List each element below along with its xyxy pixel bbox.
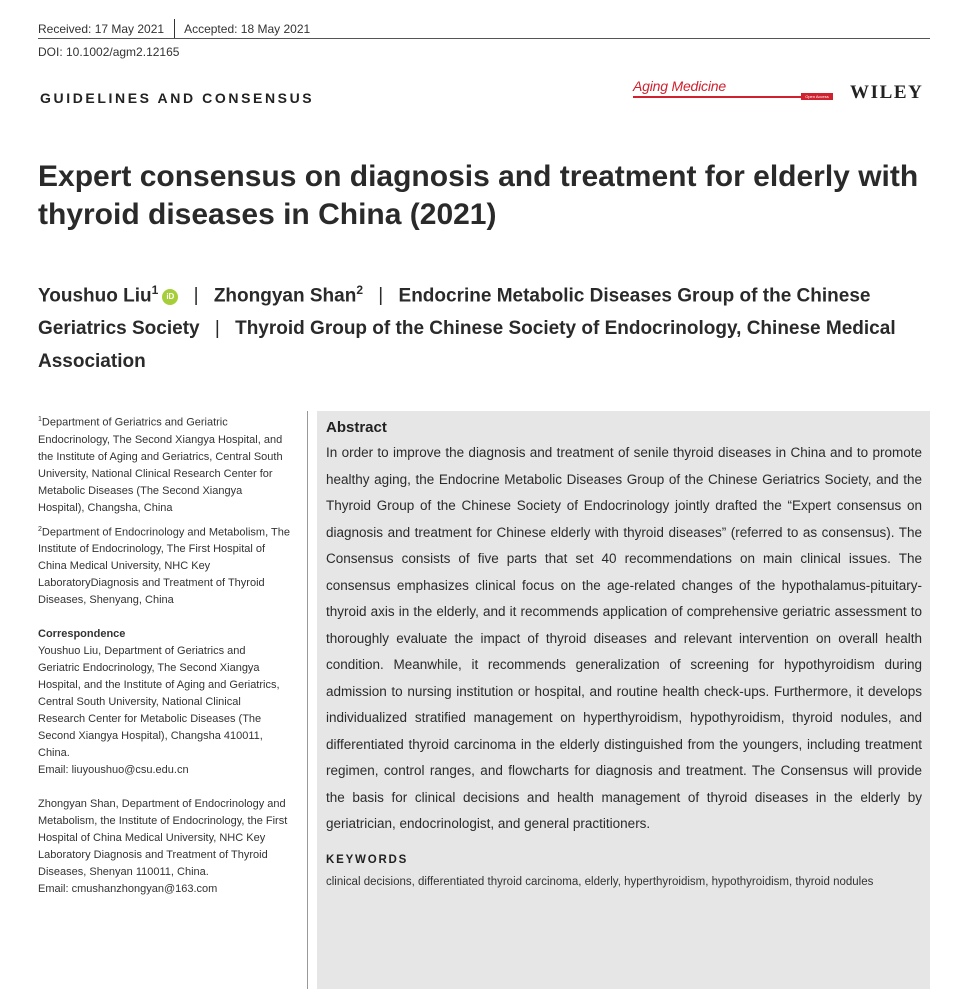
affiliation-marker: 2 [356, 283, 364, 297]
column-divider [307, 411, 308, 989]
author-separator: | [214, 318, 220, 340]
doi: DOI: 10.1002/agm2.12165 [38, 45, 180, 59]
correspondence-entry [38, 796, 290, 898]
date-separator [174, 19, 175, 39]
abstract-text: In order to improve the diagnosis and treatment of senile thyroid diseases in China and to promote healthy aging, the Endocrine Metabolic Diseases Group of the Chinese Geriatrics Society, and the Thyroid Group of the Chinese Society of Endocrinology jointly drafted the “Expert consensus on diagnosis and treatment for Chinese elderly with thyroid diseases” (referred to as consensus). The Consensus consists of five parts that set 40 recommendations on main clinical issues. The consensus emphasizes clinical focus on the age-related changes of the hypothalamus-pituitary-thyroid axis in the elderly, and it recommends application of comprehensive geriatric assessment to thoroughly evaluate the impact of thyroid diseases and relevant intervention on overall health condition. Meanwhile, it recommends generalization of screening for hypothyroidism during admission to nursing institution or hospital, and routine health check-ups. Furthermore, it develops individualized stratified management on hyperthyroidism, hypothyroidism, thyroid nodules, and differentiated thyroid carcinoma in the elderly distinguished from the youngers, including treatment regimen, control ranges, and flowcharts for diagnosis and treatment. The Consensus will provide the basis for clinical decisions and health management of thyroid diseases in the elderly by geriatrician, endocrinologist, and general practitioners. [326, 445, 922, 831]
orcid-icon[interactable]: iD [162, 289, 178, 305]
author-name: Youshuo Liu [38, 285, 152, 307]
affiliation [38, 411, 290, 517]
header-rule [38, 38, 930, 39]
correspondence-email[interactable]: Email: liuyoushuo@csu.edu.cn [38, 764, 189, 777]
affiliation [38, 521, 290, 610]
journal-logo-bar [633, 96, 801, 98]
abstract-heading: Abstract [326, 419, 387, 436]
received-date: Received: 17 May 2021 [38, 22, 165, 36]
accepted-date: Accepted: 18 May 2021 [184, 22, 311, 36]
author-separator: | [378, 285, 384, 307]
publication-dates [38, 19, 310, 39]
correspondence-text: Youshuo Liu, Department of Geriatrics and Geriatric Endocrinology, The Second Xiangya Hospital, and the Institute of Aging and Geriatrics, Central South University, National Clinical Research Center for Metabolic Diseases (The Second Xiangya Hospital), Changsha 410011, China. [38, 645, 280, 760]
section-label: GUIDELINES AND CONSENSUS [40, 90, 315, 106]
article-title: Expert consensus on diagnosis and treatment for elderly with thyroid diseases in China (2021) [38, 160, 919, 231]
keywords-list: clinical decisions, differentiated thyroid carcinoma, elderly, hyperthyroidism, hypothyroidism, thyroid nodules [326, 875, 874, 888]
abstract-box [317, 411, 930, 989]
author-group: Thyroid Group of the Chinese Society of Endocrinology, Chinese Medical Association [38, 318, 896, 373]
journal-logo [633, 78, 833, 104]
keywords-heading: KEYWORDS [326, 853, 409, 866]
correspondence-email[interactable]: Email: cmushanzhongyan@163.com [38, 883, 218, 896]
affiliations-column [38, 411, 290, 902]
author-group: Endocrine Metabolic Diseases Group of the Chinese Geriatrics Society [38, 285, 871, 340]
affiliation-marker: 1 [151, 283, 159, 297]
affiliation-number: 2 [38, 525, 42, 533]
publisher-logo: WILEY [850, 82, 924, 103]
author-separator: | [193, 285, 199, 307]
correspondence-label: Correspondence [38, 628, 126, 641]
affiliation-text: Department of Endocrinology and Metabolism, The Institute of Endocrinology, The First Hospital of China Medical University, NHC Key LaboratoryDiagnosis and Treatment of Thyroid Diseases, Shenyang, China [38, 526, 290, 607]
journal-name: Aging Medicine [633, 78, 726, 94]
correspondence-entry [38, 643, 290, 779]
open-access-badge: Open Access [801, 93, 833, 100]
affiliation-text: Department of Geriatrics and Geriatric Endocrinology, The Second Xiangya Hospital, and the Institute of Aging and Geriatrics, Central South University, National Clinical Research Center for Metabolic Diseases (The Second Xiangya Hospital), Changsha, China [38, 416, 283, 514]
author-name: Zhongyan Shan [213, 285, 357, 307]
author-list [38, 274, 938, 378]
affiliation-number: 1 [38, 416, 42, 423]
correspondence-text: Zhongyan Shan, Department of Endocrinology and Metabolism, the Institute of Endocrinology, the First Hospital of China Medical University, NHC Key Laboratory Diagnosis and Treatment of Thyroid Diseases, Shenyan 110011, China. [38, 798, 288, 879]
